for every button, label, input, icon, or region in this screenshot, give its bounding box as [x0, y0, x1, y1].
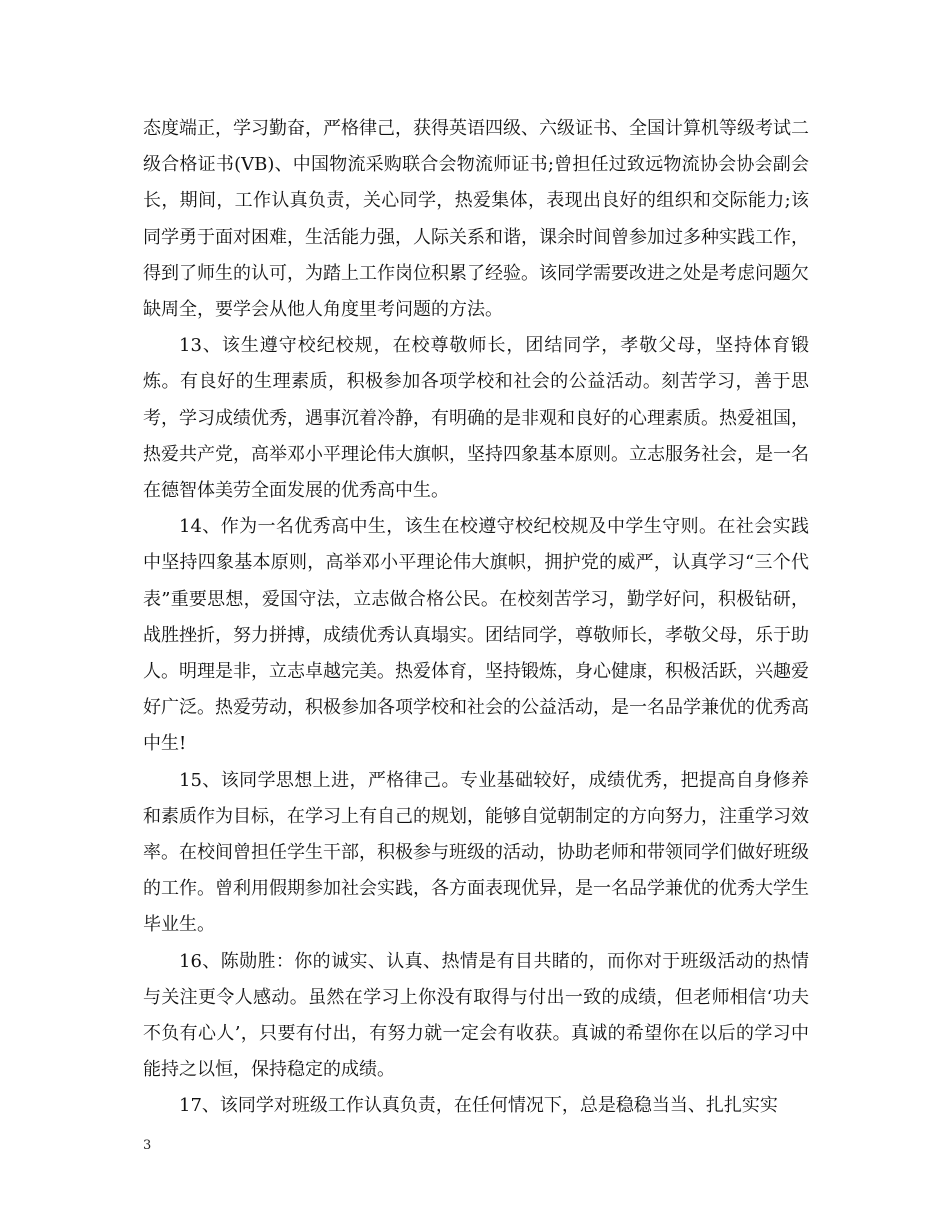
document-body: [143, 111, 809, 1125]
paragraph-13: 13、该生遵守校纪校规，在校尊敬师长，团结同学，孝敬父母，坚持体育锻炼。有良好的生理素质，积极参加各项学校和社会的公益活动。刻苦学习，善于思考，学习成绩优秀，遇事沉着冷静，有明确的是非观和良好的心理素质。热爱祖国，热爱共产党，高举邓小平理论伟大旗帜，坚持四象基本原则。立志服务社会，是一名在德智体美劳全面发展的优秀高中生。: [143, 335, 809, 502]
page-number: 3: [143, 1138, 152, 1153]
paragraph-14: 14、作为一名优秀高中生，该生在校遵守校纪校规及中学生守则。在社会实践中坚持四象基本原则，高举邓小平理论伟大旗帜，拥护党的威严，认真学习“三个代表”重要思想，爱国守法，立志做合格公民。在校刻苦学习，勤学好问，积极钻研，战胜挫折，努力拼搏，成绩优秀认真塌实。团结同学，尊敬师长，孝敬父母，乐于助人。明理是非，立志卓越完美。热爱体育，坚持锻炼，身心健康，积极活跃，兴趣爱好广泛。热爱劳动，积极参加各项学校和社会的公益活动，是一名品学兼优的优秀高中生!: [143, 516, 809, 755]
paragraph-17: 17、该同学对班级工作认真负责，在任何情况下，总是稳稳当当、扎扎实实: [179, 1095, 778, 1117]
paragraph-15: 15、该同学思想上进，严格律己。专业基础较好，成绩优秀，把提高自身修养和素质作为目标，在学习上有自己的规划，能够自觉朝制定的方向努力，注重学习效率。在校间曾担任学生干部，积极参与班级的活动，协助老师和带领同学们做好班级的工作。曾利用假期参加社会实践，各方面表现优异，是一名品学兼优的优秀大学生毕业生。: [143, 769, 809, 936]
paragraph-continued: 态度端正，学习勤奋，严格律己，获得英语四级、六级证书、全国计算机等级考试二级合格证书(VB)、中国物流采购联合会物流师证书;曾担任过致远物流协会协会副会长，期间，工作认真负责，关心同学，热爱集体，表现出良好的组织和交际能力;该同学勇于面对困难，生活能力强，人际关系和谐，课余时间曾参加过多种实践工作，得到了师生的认可，为踏上工作岗位积累了经验。该同学需要改进之处是考虑问题欠缺周全，要学会从他人角度里考问题的方法。: [143, 118, 809, 321]
paragraph-16: 16、陈勋胜：你的诚实、认真、热情是有目共睹的，而你对于班级活动的热情与关注更令人感动。虽然在学习上你没有取得与付出一致的成绩，但老师相信‘功夫不负有心人’，只要有付出，有努力就一定会有收获。真诚的希望你在以后的学习中能持之以恒，保持稳定的成绩。: [143, 950, 809, 1081]
